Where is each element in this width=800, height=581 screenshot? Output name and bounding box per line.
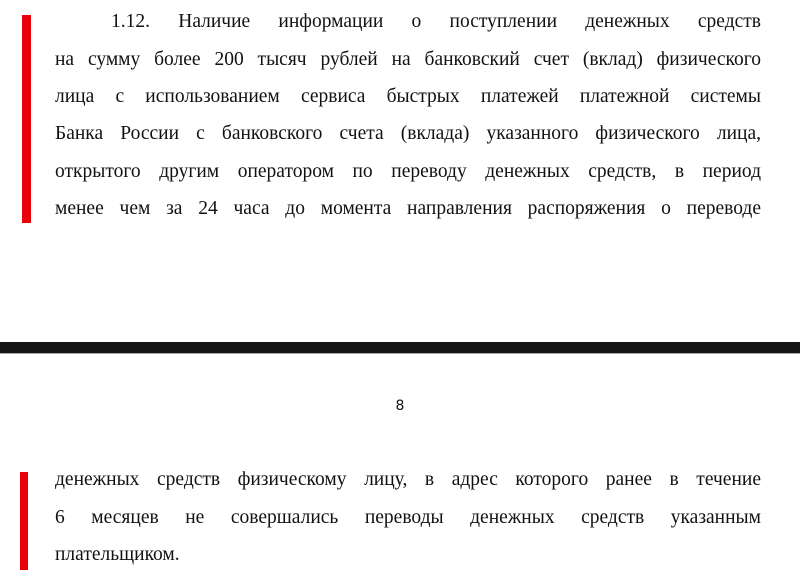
paragraph-line: Банка России с банковского счета (вклада) указанного физического лица,	[55, 123, 761, 144]
paragraph-line: открытого другим оператором по переводу денежных средств, в период	[55, 161, 761, 182]
page-number: 8	[395, 398, 405, 414]
paragraph-line: 6 месяцев не совершались переводы денежных средств указанным	[55, 507, 761, 528]
paragraph-line: денежных средств физическому лицу, в адрес которого ранее в течение	[55, 469, 761, 490]
paragraph-line: менее чем за 24 часа до момента направления распоряжения о переводе	[55, 198, 761, 219]
paragraph-line: плательщиком.	[55, 544, 180, 565]
page-break-divider	[0, 342, 800, 354]
paragraph-line: на сумму более 200 тысяч рублей на банковский счет (вклад) физического	[55, 49, 761, 70]
paragraph-line: 1.12. Наличие информации о поступлении денежных средств	[111, 11, 761, 32]
highlight-bar-top	[22, 15, 31, 223]
paragraph-line: лица с использованием сервиса быстрых платежей платежной системы	[55, 86, 761, 107]
highlight-bar-bottom	[20, 472, 28, 570]
